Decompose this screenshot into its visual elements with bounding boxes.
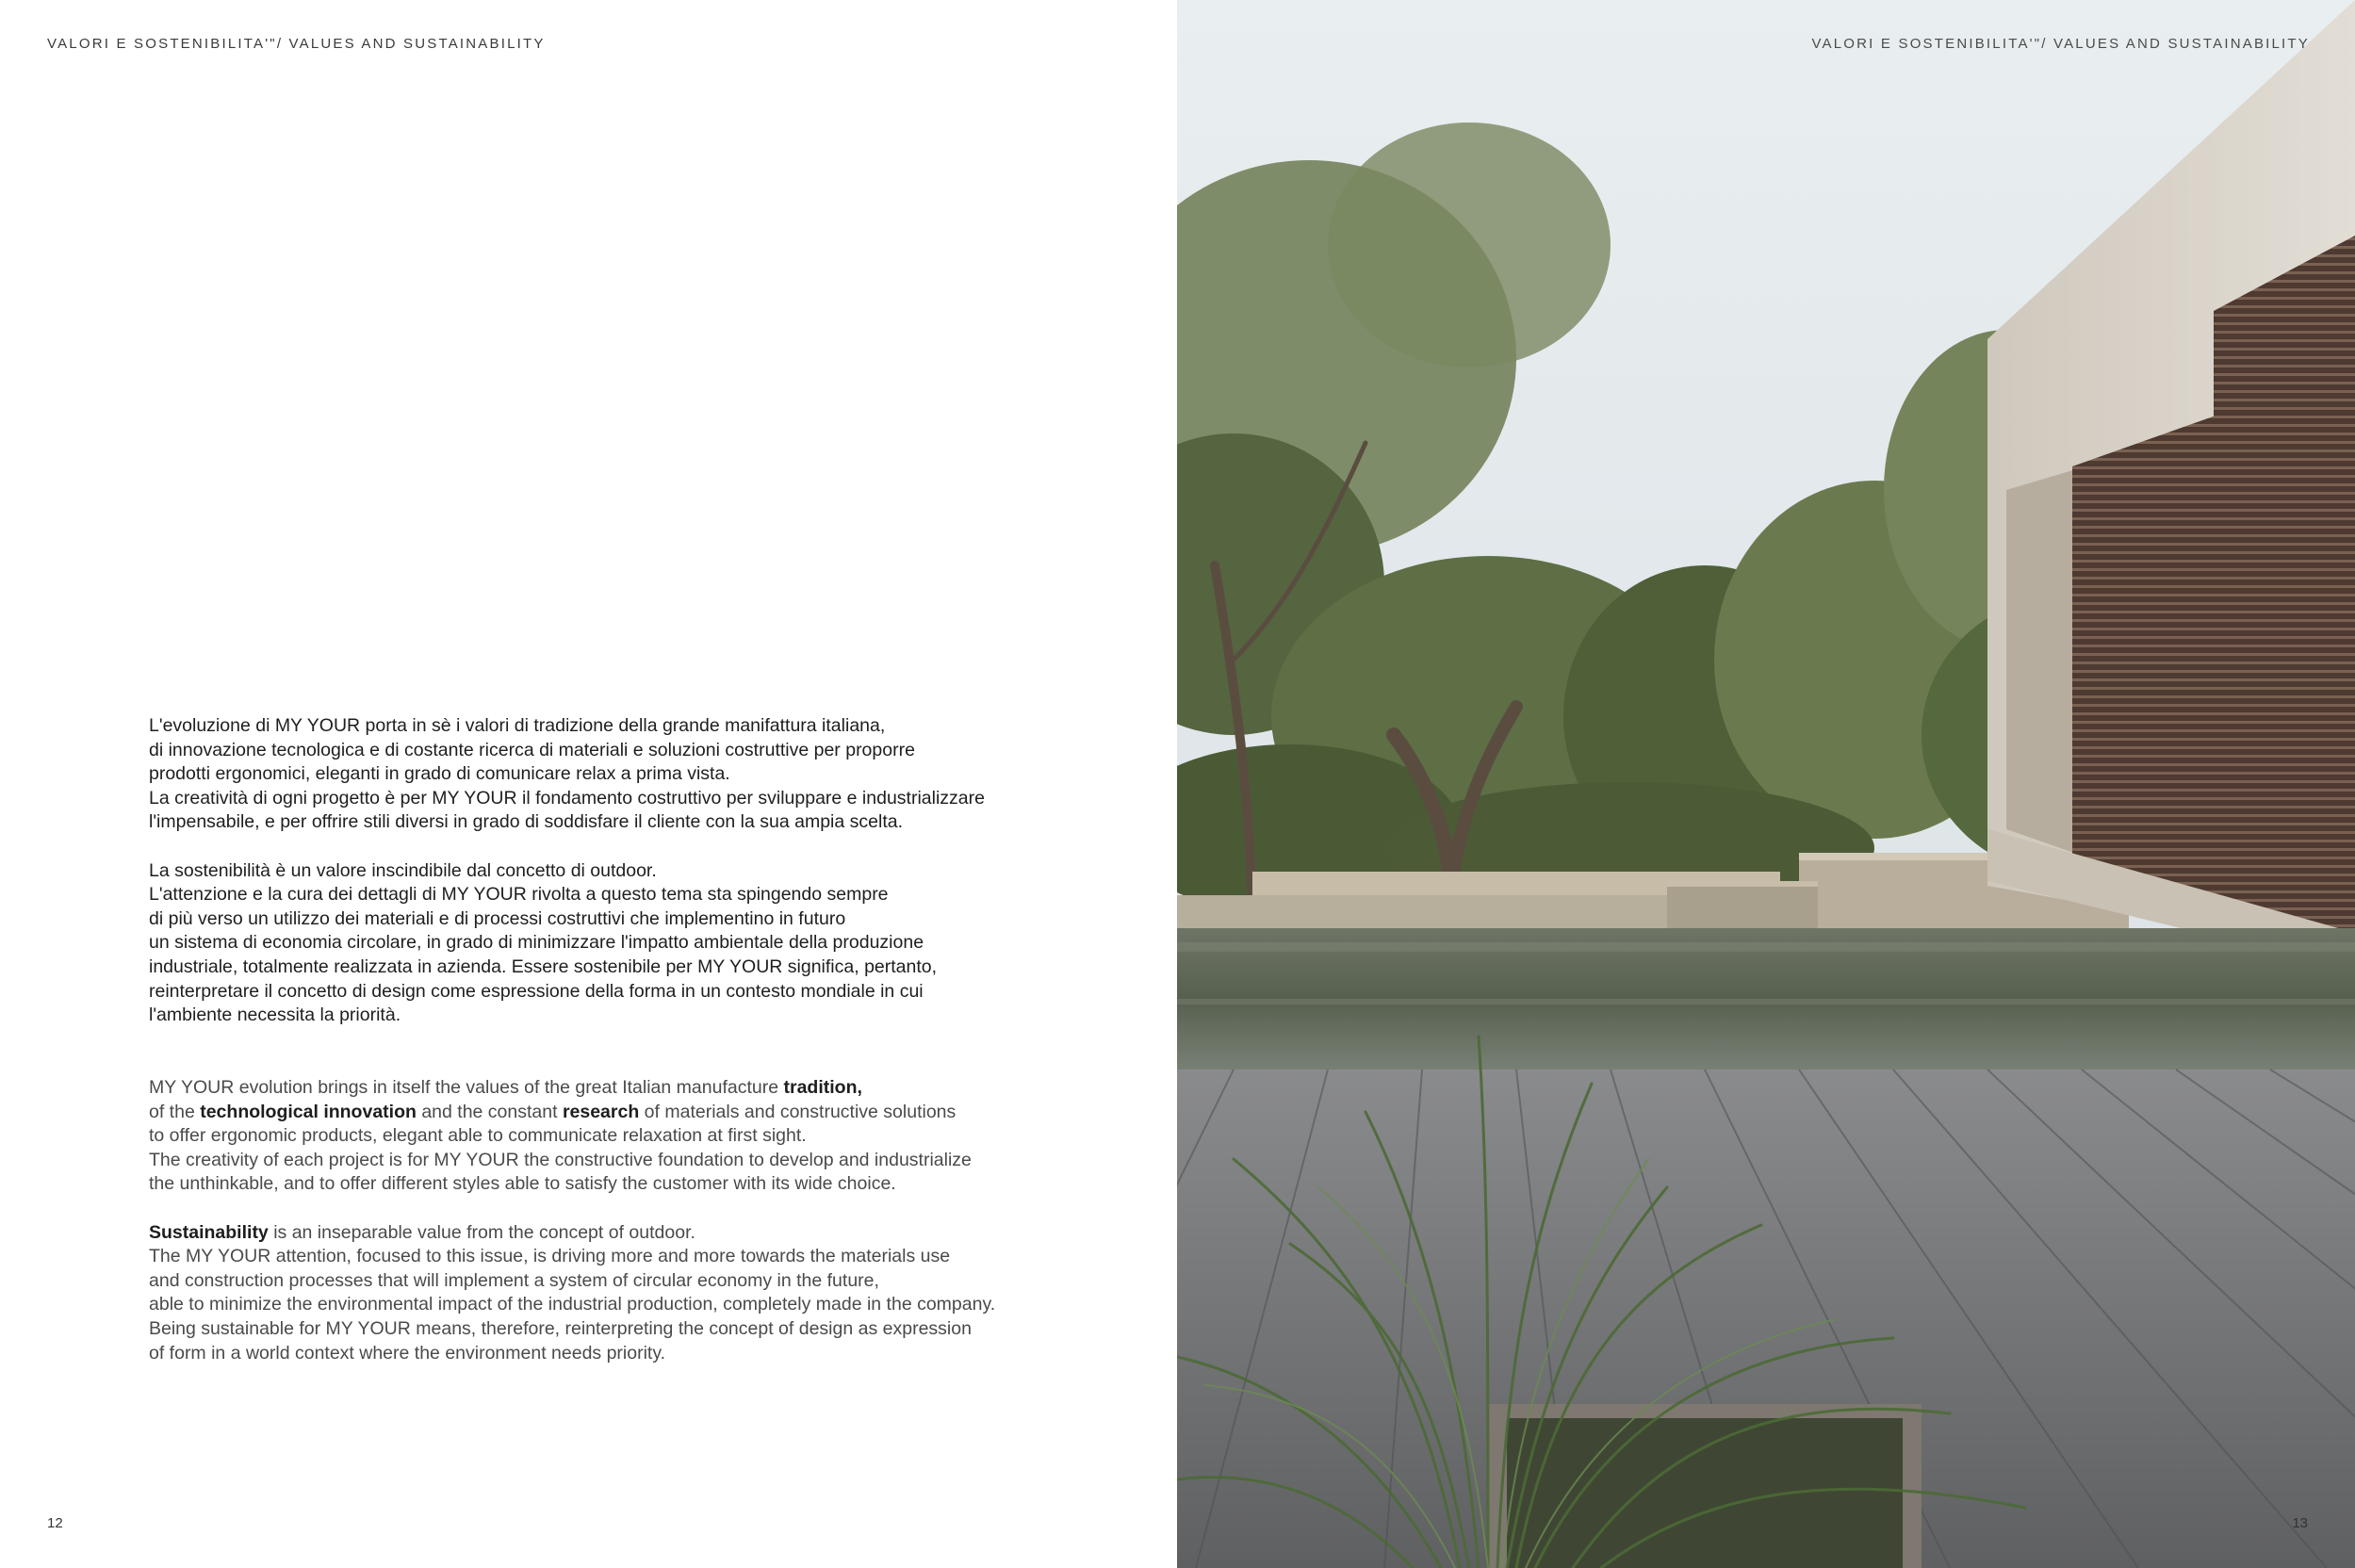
page-number-left: 12 bbox=[47, 1515, 63, 1531]
bold-keyword-tradition: tradition bbox=[783, 1077, 858, 1098]
left-page bbox=[0, 0, 1177, 1568]
text-span: is an inseparable value from the concept of outdoor. bbox=[268, 1221, 695, 1243]
text-line: of form in a world context where the environment needs priority. bbox=[149, 1342, 666, 1364]
text-span: and the constant bbox=[416, 1101, 563, 1122]
italian-text-block bbox=[149, 714, 1054, 1052]
text-line: prodotti ergonomici, eleganti in grado di comunicare relax a prima vista. bbox=[149, 763, 730, 785]
running-header-right: VALORI E SOSTENIBILITA'"/ VALUES AND SUSTAINABILITY bbox=[1811, 36, 2310, 52]
italian-paragraph-1 bbox=[149, 714, 1054, 835]
text-line: l'ambiente necessita la priorità. bbox=[149, 1004, 401, 1026]
text-line: La creatività di ogni progetto è per MY YOUR il fondamento costruttivo per sviluppare e industrializzare bbox=[149, 787, 985, 808]
italian-paragraph-2 bbox=[149, 859, 1054, 1028]
english-paragraph-1 bbox=[149, 1076, 1054, 1197]
text-line bbox=[149, 1101, 1054, 1125]
text-line: un sistema di economia circolare, in grado di minimizzare l'impatto ambientale della produzione bbox=[149, 932, 924, 954]
text-line: di innovazione tecnologica e di costante ricerca di materiali e soluzioni costruttive per proporre bbox=[149, 739, 915, 760]
text-line: Being sustainable for MY YOUR means, therefore, reinterpreting the concept of design as expression bbox=[149, 1317, 972, 1339]
text-line: industriale, totalmente realizzata in azienda. Essere sostenibile per MY YOUR significa, pertanto, bbox=[149, 956, 938, 977]
english-paragraph-2 bbox=[149, 1221, 1054, 1366]
bold-keyword-sustainability: Sustainability bbox=[149, 1221, 269, 1243]
text-line: l'impensabile, e per offrire stili diversi in grado di soddisfare il cliente con la sua ampia scelta. bbox=[149, 811, 904, 833]
text-line bbox=[149, 1221, 1054, 1246]
text-line: La sostenibilità è un valore inscindibile dal concetto di outdoor. bbox=[149, 859, 657, 881]
text-span: of the bbox=[149, 1101, 201, 1122]
text-line: L'attenzione e la cura dei dettagli di MY YOUR rivolta a questo tema sta spingendo sempre bbox=[149, 884, 889, 906]
text-span: of materials and constructive solutions bbox=[639, 1101, 957, 1122]
text-line: the unthinkable, and to offer different styles able to satisfy the customer with its wide choice. bbox=[149, 1173, 896, 1195]
page-number-right: 13 bbox=[2292, 1515, 2308, 1531]
english-text-block bbox=[149, 1076, 1054, 1390]
text-line: di più verso un utilizzo dei materiali e di processi costruttivi che implementino in futuro bbox=[149, 907, 846, 929]
text-line: The creativity of each project is for MY YOUR the constructive foundation to develop and industrialize bbox=[149, 1149, 972, 1170]
text-line: reinterpretare il concetto di design come espressione della forma in un contesto mondiale in cui bbox=[149, 980, 924, 1002]
running-header-left: VALORI E SOSTENIBILITA'"/ VALUES AND SUSTAINABILITY bbox=[47, 36, 546, 52]
text-line: L'evoluzione di MY YOUR porta in sè i valori di tradizione della grande manifattura italiana, bbox=[149, 715, 886, 736]
text-span: , bbox=[857, 1077, 862, 1098]
text-line: and construction processes that will implement a system of circular economy in the future, bbox=[149, 1269, 879, 1291]
text-line bbox=[149, 1076, 1054, 1101]
text-span: MY YOUR evolution brings in itself the values of the great Italian manufacture bbox=[149, 1077, 784, 1098]
garden-pool-photo bbox=[1177, 0, 2355, 1568]
bold-keyword-technological-innovation: technological innovation bbox=[200, 1101, 417, 1122]
text-line: able to minimize the environmental impact of the industrial production, completely made in the company. bbox=[149, 1294, 996, 1315]
text-line: The MY YOUR attention, focused to this issue, is driving more and more towards the materials use bbox=[149, 1246, 951, 1267]
bold-keyword-research: research bbox=[562, 1101, 640, 1122]
right-page-photo bbox=[1177, 0, 2355, 1568]
text-line: to offer ergonomic products, elegant able to communicate relaxation at first sight. bbox=[149, 1125, 807, 1147]
